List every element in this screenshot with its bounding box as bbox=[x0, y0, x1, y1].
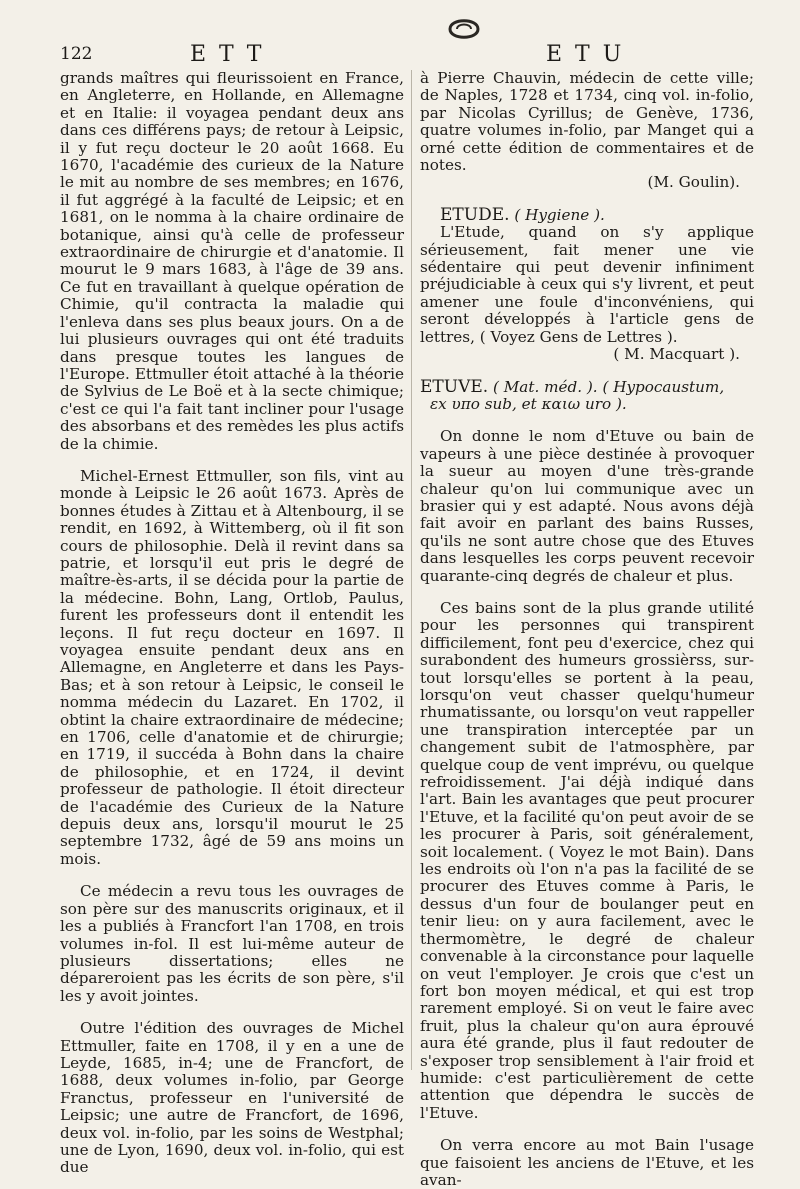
left-column bbox=[60, 70, 404, 1177]
column-divider bbox=[411, 70, 412, 1070]
paragraph: L'Etude, quand on s'y applique sérieusement, fait mener une vie sédentaire qui peut devenir infiniment préjudiciable à ceux qui s'y livrent, et peut amener une foule d'inconvéniens, qui seront développés à l'article gens de lettres, ( Voyez Gens de Lettres ). bbox=[420, 224, 754, 346]
author-signature: ( M. Macquart ). bbox=[420, 346, 754, 363]
paragraph: Ces bains sont de la plus grande utilité pour les personnes qui transpirent difficilement, font peu d'exercice, chez qui surabondent des humeurs grossièrss, sur-tout lorsqu'elles se portent à la peau, lorsqu'on veut chasser quelqu'humeur rhumatissante, ou lorsqu'on veut rappeller une transpiration interceptée par un changement subit de l'atmosphère, par quelque coup de vent imprévu, ou quelque refroidissement. J'ai déjà indiqué dans l'art. Bain les avantages que peut procurer l'Etuve, et la facilité qu'on peut avoir de se les procurer à Paris, soit généralement, soit localement. ( Voyez le mot Bain). Dans les endroits où l'on n'a pas la facilité de se procurer des Etuves comme à Paris, le dessus d'un four de boulanger peut en tenir lieu: on y aura facilement, avec le thermomètre, le degré de chaleur convenable à la circonstance pour laquelle on veut l'employer. Je crois que c'est un fort bon moyen médical, et qui est trop rarement employé. Si on veut le faire avec fruit, plus la chaleur qu'on aura éprouvé aura été grande, plus il faut redouter de s'exposer trop sensiblement à l'air froid et humide: c'est particulièrement de cette attention que dépendra le succès de l'Etuve. bbox=[420, 600, 754, 1122]
entry-etude bbox=[420, 207, 754, 364]
paragraph: Michel-Ernest Ettmuller, son fils, vint au monde à Leipsic le 26 août 1673. Après de bonnes études à Zittau et à Altenbourg, il se rendit, en 1692, à Wittemberg, où il fit son cours de philosophie. Delà il revint dans sa patrie, et lorsqu'il eut pris le degré de maître-ès-arts, il se décida pour la partie de la médecine. Bohn, Lang, Ortlob, Paulus, furent les professeurs dont il entendit les leçons. Il fut reçu docteur en 1697. Il voyagea ensuite pendant deux ans en Allemagne, en Angleterre et dans les Pays-Bas; et à son retour à Leipsic, le conseil le nomma médecin du Lazaret. En 1702, il obtint la chaire extraordinaire de médecine; en 1706, celle d'anatomie et de chirurgie; en 1719, il succéda à Bohn dans la chaire de philosophie, et en 1724, il devint professeur de pathologie. Il étoit directeur de l'académie des Curieux de la Nature depuis deux ans, lorsqu'il mourut le 25 septembre 1732, âgé de 59 ans moins un mois. bbox=[60, 468, 404, 868]
entry-label: ( Hygiene ). bbox=[514, 206, 605, 224]
paragraph: à Pierre Chauvin, médecin de cette ville; de Naples, 1728 et 1734, cinq vol. in-folio, par Nicolas Cyrillus; de Genève, 1736, quatre volumes in-folio, par Manget qui a orné cette édition de commentaires et de notes. bbox=[420, 70, 754, 174]
paragraph: Ce médecin a revu tous les ouvrages de son père sur des manuscrits originaux, et il les a publiés à Francfort l'an 1708, en trois volumes in-fol. Il est lui-même auteur de plusieurs dissertations; elles ne dépareroient pas les écrits de son père, s'il les y avoit jointes. bbox=[60, 883, 404, 1005]
running-head-left: E T T bbox=[190, 42, 264, 67]
entry-label: ( Mat. méd. ). ( Hypocaustum, bbox=[493, 378, 724, 396]
entry-headword: ETUVE. bbox=[420, 377, 488, 397]
page-header bbox=[60, 42, 754, 70]
ornament-icon bbox=[444, 14, 484, 44]
page-number: 122 bbox=[60, 44, 92, 64]
author-signature: (M. Goulin). bbox=[420, 174, 754, 191]
etymology-note: εx υπο sub, et καιω uro ). bbox=[420, 396, 754, 413]
paragraph: On donne le nom d'Etuve ou bain de vapeurs à une pièce destinée à provoquer la sueur au moyen d'une très-grande chaleur qu'on lui communique avec un brasier qui y est adapté. Nous avons déjà fait avoir en parlant des bains Russes, qu'ils ne sont autre chose que des Etuves dans lesquelles les corps peuvent recevoir quarante-cinq degrés de chaleur et plus. bbox=[420, 428, 754, 585]
right-column bbox=[420, 70, 754, 1189]
paragraph: On verra encore au mot Bain l'usage que faisoient les anciens de l'Etuve, et les avan- bbox=[420, 1137, 754, 1189]
paragraph: grands maîtres qui fleurissoient en France, en Angleterre, en Hollande, en Allemagne et en Italie: il voyagea pendant deux ans dans ces différens pays; de retour à Leipsic, il y fut reçu docteur le 20 août 1668. Eu 1670, l'académie des curieux de la Nature le mit au nombre de ses membres; en 1676, il fut aggrégé à la faculté de Leipsic; et en 1681, on le nomma à la chaire ordinaire de botanique, ainsi qu'à celle de professeur extraordinaire de chirurgie et d'anatomie. Il mourut le 9 mars 1683, à l'âge de 39 ans. Ce fut en travaillant à quelque opération de Chimie, qu'il contracta la maladie qui l'enleva dans ses plus beaux jours. On a de lui plusieurs ouvrages qui ont été traduits dans presque toutes les langues de l'Europe. Ettmuller étoit attaché à la théorie de Sylvius de Le Boë et à la secte chimique; c'est ce qui l'a fait tant incliner pour l'usage des absorbans et des remèdes les plus actifs de la chimie. bbox=[60, 70, 404, 453]
entry-etuve bbox=[420, 379, 754, 1189]
running-head-right: E T U bbox=[546, 42, 624, 67]
entry-headword: ETUDE. bbox=[440, 205, 510, 225]
paragraph: Outre l'édition des ouvrages de Michel Ettmuller, faite en 1708, il y en a une de Leyde, 1685, in-4; une de Francfort, de 1688, deux volumes in-folio, par George Franctus, professeur en l'université de Leipsic; une autre de Francfort, de 1696, deux vol. in-folio, par les soins de Westphal; une de Lyon, 1690, deux vol. in-folio, qui est due bbox=[60, 1020, 404, 1177]
